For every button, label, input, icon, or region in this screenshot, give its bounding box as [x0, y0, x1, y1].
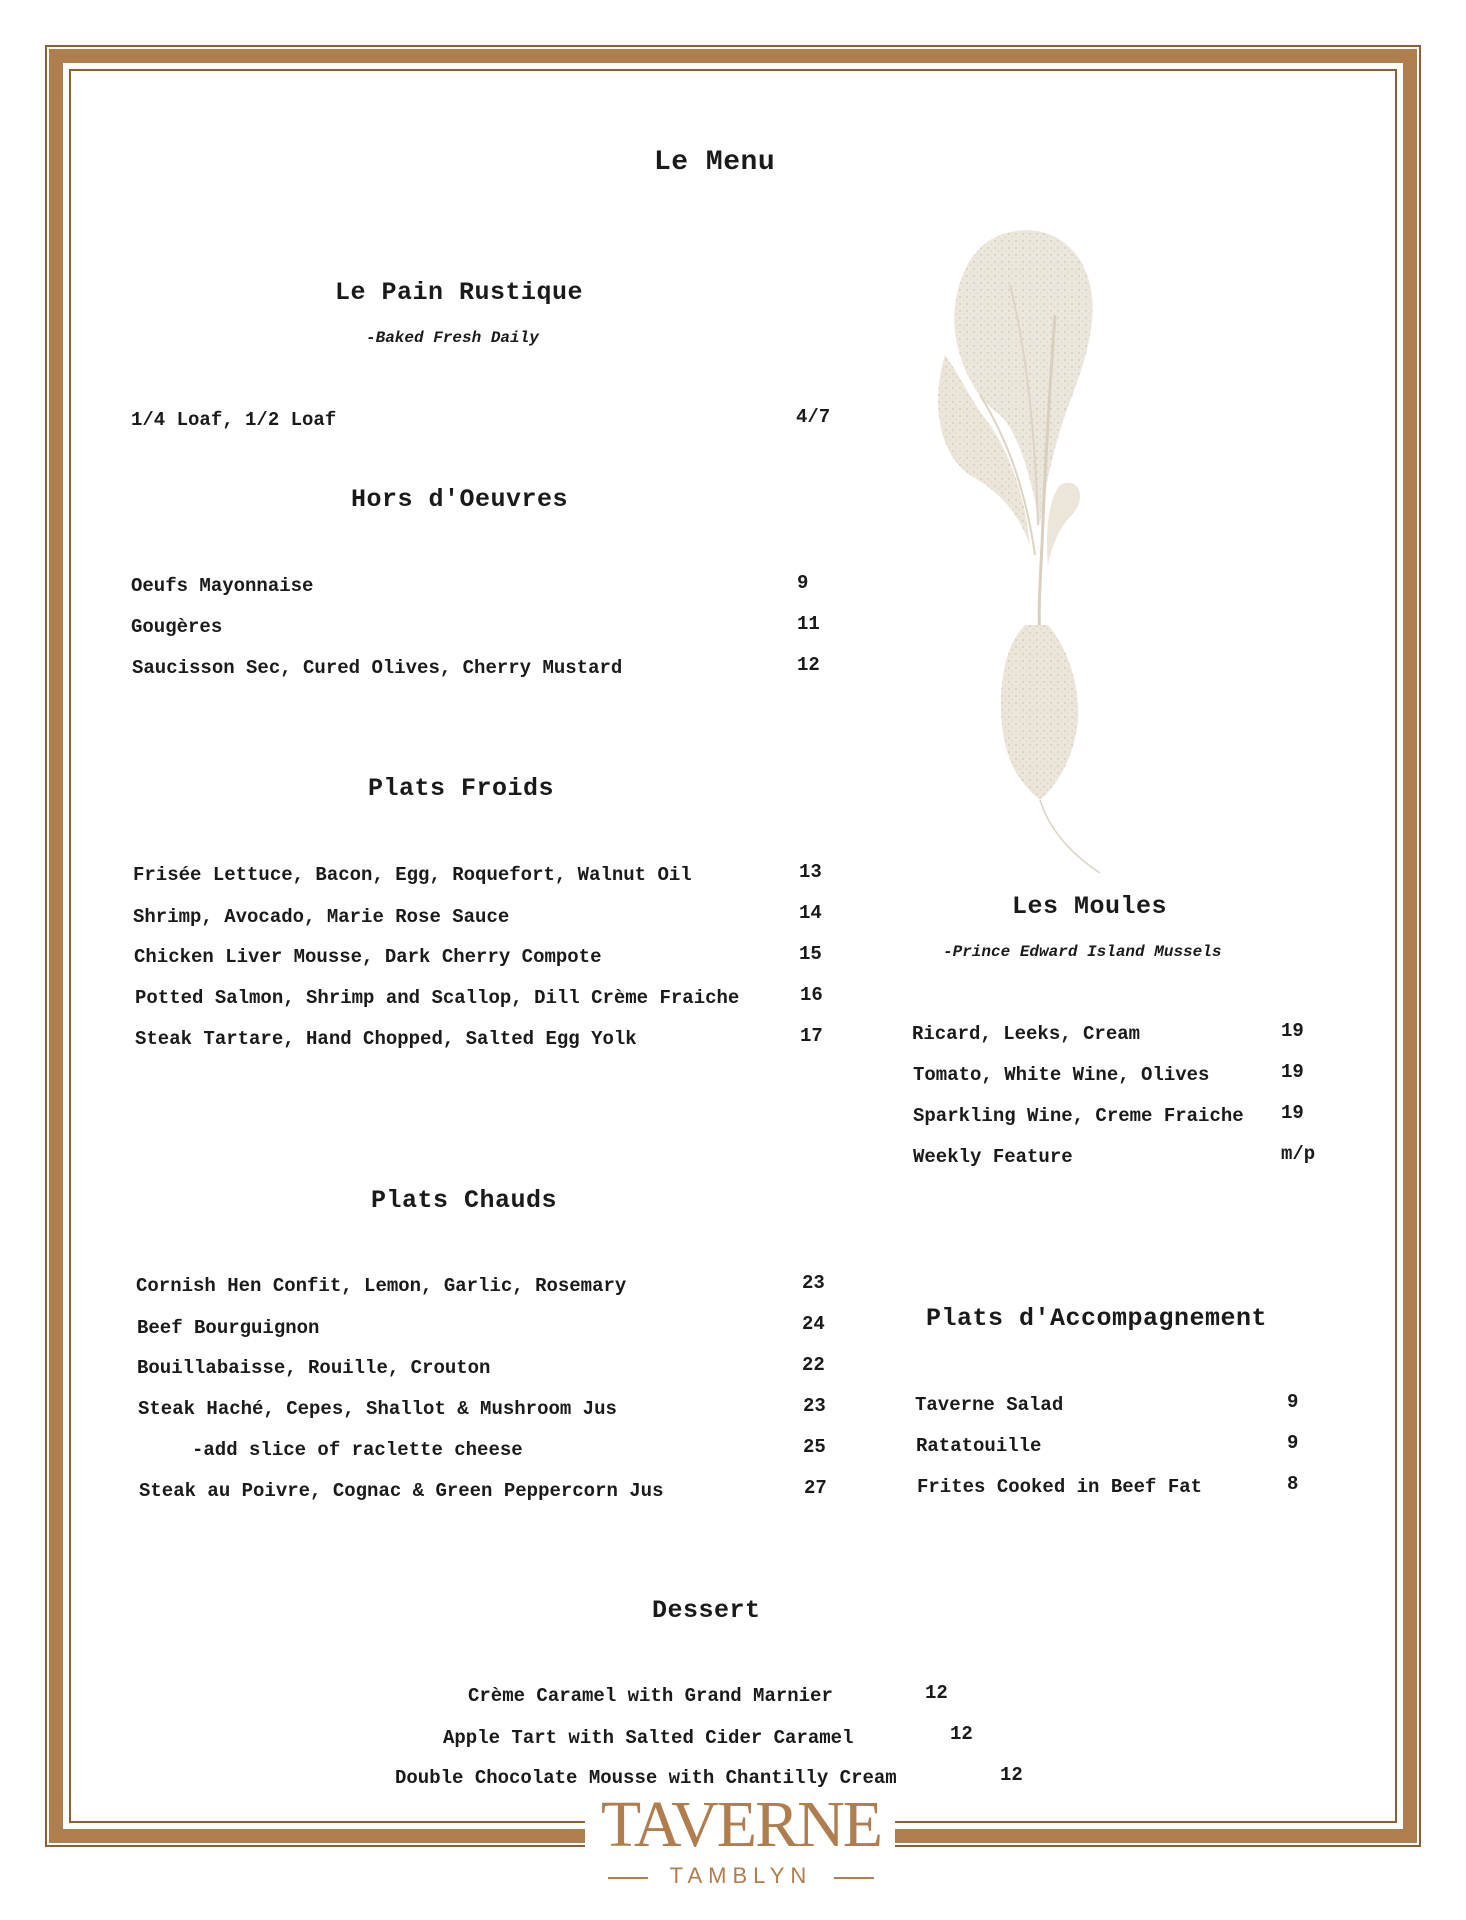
menu-item-name: Oeufs Mayonnaise [131, 575, 314, 597]
radish-illustration [930, 225, 1160, 875]
menu-item-price: 25 [803, 1436, 826, 1458]
logo-subtitle: TAMBLYN [669, 1863, 813, 1888]
section-heading-accompagnement: Plats d'Accompagnement [926, 1304, 1268, 1333]
section-heading-dessert: Dessert [652, 1596, 761, 1625]
menu-item-price: 22 [802, 1354, 825, 1376]
menu-item-name: Gougères [131, 616, 223, 638]
menu-item-price: 9 [797, 572, 809, 594]
menu-item-price: 14 [799, 902, 822, 924]
menu-item-price: 19 [1281, 1102, 1304, 1124]
menu-item-price: m/p [1281, 1143, 1316, 1165]
section-heading-froids: Plats Froids [368, 774, 555, 803]
menu-item-name: Frisée Lettuce, Bacon, Egg, Roquefort, Walnut Oil [133, 864, 692, 886]
menu-item-name: Steak Haché, Cepes, Shallot & Mushroom Jus [138, 1398, 617, 1420]
logo-wordmark: TAVERNE [600, 1788, 882, 1861]
menu-item-price: 13 [799, 861, 822, 883]
menu-item-name: Saucisson Sec, Cured Olives, Cherry Mustard [132, 657, 623, 679]
menu-item-price: 8 [1287, 1473, 1299, 1495]
section-heading-hors: Hors d'Oeuvres [351, 485, 569, 514]
section-subtitle-moules: -Prince Edward Island Mussels [943, 943, 1222, 961]
menu-item-name: -add slice of raclette cheese [192, 1439, 523, 1461]
menu-item-name: Weekly Feature [913, 1146, 1073, 1168]
menu-item-name: Ricard, Leeks, Cream [912, 1023, 1141, 1045]
section-heading-moules: Les Moules [1012, 892, 1168, 921]
menu-item-price: 9 [1287, 1391, 1299, 1413]
menu-item-price: 12 [1000, 1764, 1023, 1786]
menu-item-name: Chicken Liver Mousse, Dark Cherry Compote [134, 946, 602, 968]
menu-item-price: 9 [1287, 1432, 1299, 1454]
menu-item-name: Sparkling Wine, Creme Fraiche [913, 1105, 1244, 1127]
menu-item-price: 27 [804, 1477, 827, 1499]
menu-item-price: 12 [925, 1682, 948, 1704]
logo-subtitle-block [608, 1863, 874, 1893]
menu-item-name: Crème Caramel with Grand Marnier [468, 1685, 833, 1707]
menu-item-price: 19 [1281, 1061, 1304, 1083]
section-heading-chauds: Plats Chauds [371, 1186, 558, 1215]
menu-item-price: 19 [1281, 1020, 1304, 1042]
menu-item-price: 24 [802, 1313, 825, 1335]
menu-item-price: 4/7 [796, 406, 831, 428]
logo-rule-right [834, 1877, 874, 1879]
section-subtitle-pain: -Baked Fresh Daily [366, 329, 539, 347]
menu-item-name: Potted Salmon, Shrimp and Scallop, Dill Crème Fraiche [135, 987, 740, 1009]
menu-item-price: 15 [799, 943, 822, 965]
menu-item-name: Apple Tart with Salted Cider Caramel [443, 1727, 854, 1749]
menu-item-name: Taverne Salad [915, 1394, 1064, 1416]
menu-item-name: Frites Cooked in Beef Fat [917, 1476, 1203, 1498]
menu-item-name: Double Chocolate Mousse with Chantilly Cream [395, 1767, 897, 1789]
menu-item-name: Shrimp, Avocado, Marie Rose Sauce [133, 906, 510, 928]
menu-item-price: 11 [797, 613, 820, 635]
page-title: Le Menu [654, 147, 776, 178]
menu-item-name: Beef Bourguignon [137, 1317, 320, 1339]
menu-item-name: Cornish Hen Confit, Lemon, Garlic, Rosemary [136, 1275, 627, 1297]
menu-item-price: 16 [800, 984, 823, 1006]
menu-item-name: Bouillabaisse, Rouille, Crouton [137, 1357, 491, 1379]
menu-item-name: 1/4 Loaf, 1/2 Loaf [131, 409, 337, 431]
menu-item-price: 23 [802, 1272, 825, 1294]
menu-item-price: 23 [803, 1395, 826, 1417]
menu-item-price: 12 [950, 1723, 973, 1745]
menu-item-price: 12 [797, 654, 820, 676]
menu-item-name: Steak Tartare, Hand Chopped, Salted Egg Yolk [135, 1028, 637, 1050]
menu-item-price: 17 [800, 1025, 823, 1047]
menu-item-name: Ratatouille [916, 1435, 1042, 1457]
menu-item-name: Steak au Poivre, Cognac & Green Peppercorn Jus [139, 1480, 664, 1502]
section-heading-pain: Le Pain Rustique [335, 278, 584, 307]
menu-item-name: Tomato, White Wine, Olives [913, 1064, 1210, 1086]
